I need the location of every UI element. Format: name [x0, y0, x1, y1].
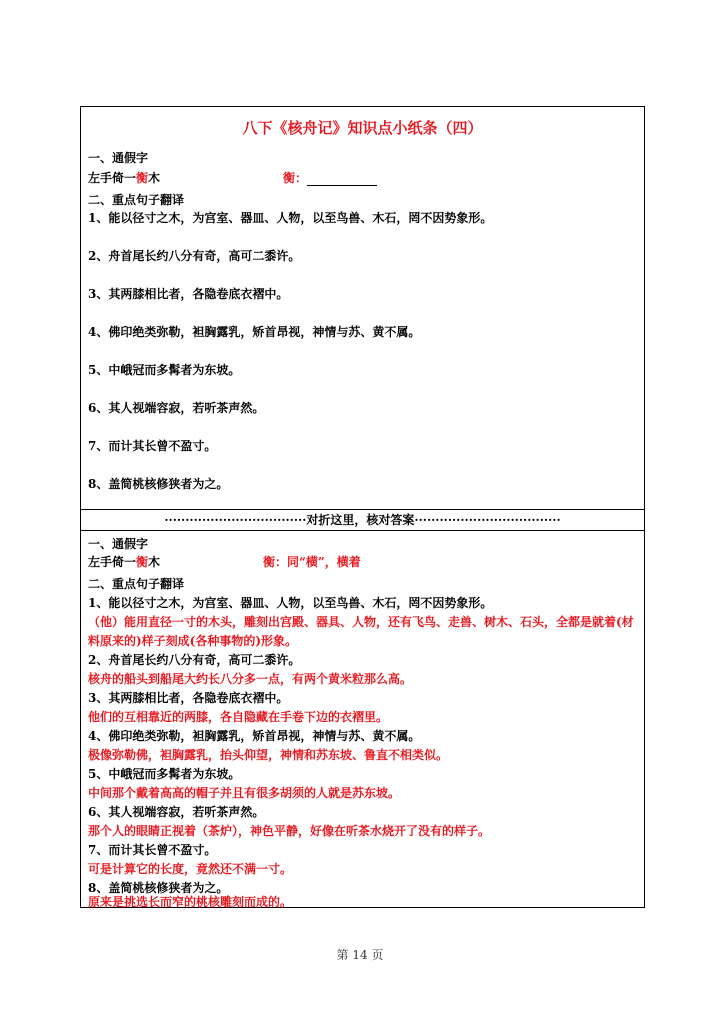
tongjia-answer: 衡：同“横”，横着 — [263, 555, 361, 569]
question-item: 7、而计其长曾不盈寸。 — [88, 843, 217, 857]
tongjia-question — [88, 169, 640, 186]
question-item: 3、其两膝相比者，各隐卷底衣褶中。 — [88, 691, 289, 705]
answer-item: （他）能用直径一寸的木头，雕刻出宫殿、器具、人物，还有飞鸟、走兽、树木、石头，全都是就着(材料原来的)样子刻成(各种事物的)形象。 — [88, 615, 634, 648]
question-section — [81, 107, 644, 509]
answer-item: 那个人的眼睛正视着（茶炉），神色平静，好像在听茶水烧开了没有的样子。 — [88, 824, 491, 838]
heading-tongjia: 一、通假字 — [88, 537, 149, 551]
question-item: 3、其两膝相比者，各隐卷底衣褶中。 — [88, 287, 289, 301]
fold-instruction: 对折这里，核对答案 — [306, 513, 415, 527]
answer-item: 他们的互相靠近的两膝，各自隐藏在手卷下边的衣褶里。 — [88, 710, 389, 724]
question-item: 5、中峨冠而多髯者为东坡。 — [88, 363, 241, 377]
heading-tongjia: 一、通假字 — [88, 151, 149, 165]
page-title: 八下《核舟记》知识点小纸条（四） — [242, 119, 483, 137]
question-item: 2、舟首尾长约八分有奇，高可二黍许。 — [88, 653, 301, 667]
question-item: 1、能以径寸之木，为宫室、器皿、人物，以至鸟兽、木石，罔不因势象形。 — [88, 596, 493, 610]
fold-dots-left: ·································· — [164, 513, 307, 527]
tongjia-label: 衡： — [283, 171, 308, 185]
tongjia-tail: 木 — [148, 171, 161, 185]
answer-item: 极像弥勒佛，袒胸露乳，抬头仰望，神情和苏东坡、鲁直不相类似。 — [88, 748, 449, 762]
tongjia-sentence: 左手倚一 — [88, 171, 137, 185]
answer-item: 原来是挑选长而窄的桃核雕刻而成的。 — [88, 895, 293, 909]
answer-item: 可是计算它的长度，竟然还不满一寸。 — [88, 862, 293, 876]
question-item: 4、佛印绝类弥勒，袒胸露乳，矫首昂视，神情与苏、黄不属。 — [88, 325, 421, 339]
question-item: 5、中峨冠而多髯者为东坡。 — [88, 767, 241, 781]
question-item: 6、其人视端容寂，若听茶声然。 — [88, 401, 265, 415]
question-item: 1、能以径寸之木，为宫室、器皿、人物，以至鸟兽、木石，罔不因势象形。 — [88, 211, 493, 225]
page-number: 第 14 页 — [336, 948, 384, 962]
answer-item: 中间那个戴着高高的帽子并且有很多胡须的人就是苏东坡。 — [88, 786, 401, 800]
tongjia-answer-slot — [283, 169, 377, 186]
tongjia-sentence: 左手倚一 — [88, 555, 137, 569]
answer-item: 核舟的船头到船尾大约长八分多一点，有两个黄米粒那么高。 — [88, 672, 413, 686]
answer-blank-line — [307, 173, 377, 186]
question-item: 8、盖简桃核修狭者为之。 — [88, 881, 229, 895]
tongjia-tail: 木 — [148, 555, 161, 569]
question-item: 2、舟首尾长约八分有奇，高可二黍许。 — [88, 249, 301, 263]
answer-section — [81, 531, 644, 909]
question-item: 7、而计其长曾不盈寸。 — [88, 439, 217, 453]
question-item: 8、盖简桃核修狭者为之。 — [88, 477, 229, 491]
tongjia-char: 衡 — [136, 171, 149, 185]
worksheet — [80, 106, 645, 908]
question-item: 6、其人视端容寂，若听茶声然。 — [88, 805, 265, 819]
heading-translation: 二、重点句子翻译 — [88, 577, 185, 591]
heading-translation: 二、重点句子翻译 — [88, 193, 185, 207]
tongjia-answer-row — [88, 553, 640, 570]
question-item: 4、佛印绝类弥勒，袒胸露乳，矫首昂视，神情与苏、黄不属。 — [88, 729, 421, 743]
fold-dots-right: ··································· — [414, 513, 561, 527]
tongjia-char: 衡 — [136, 555, 149, 569]
fold-line — [81, 509, 644, 531]
